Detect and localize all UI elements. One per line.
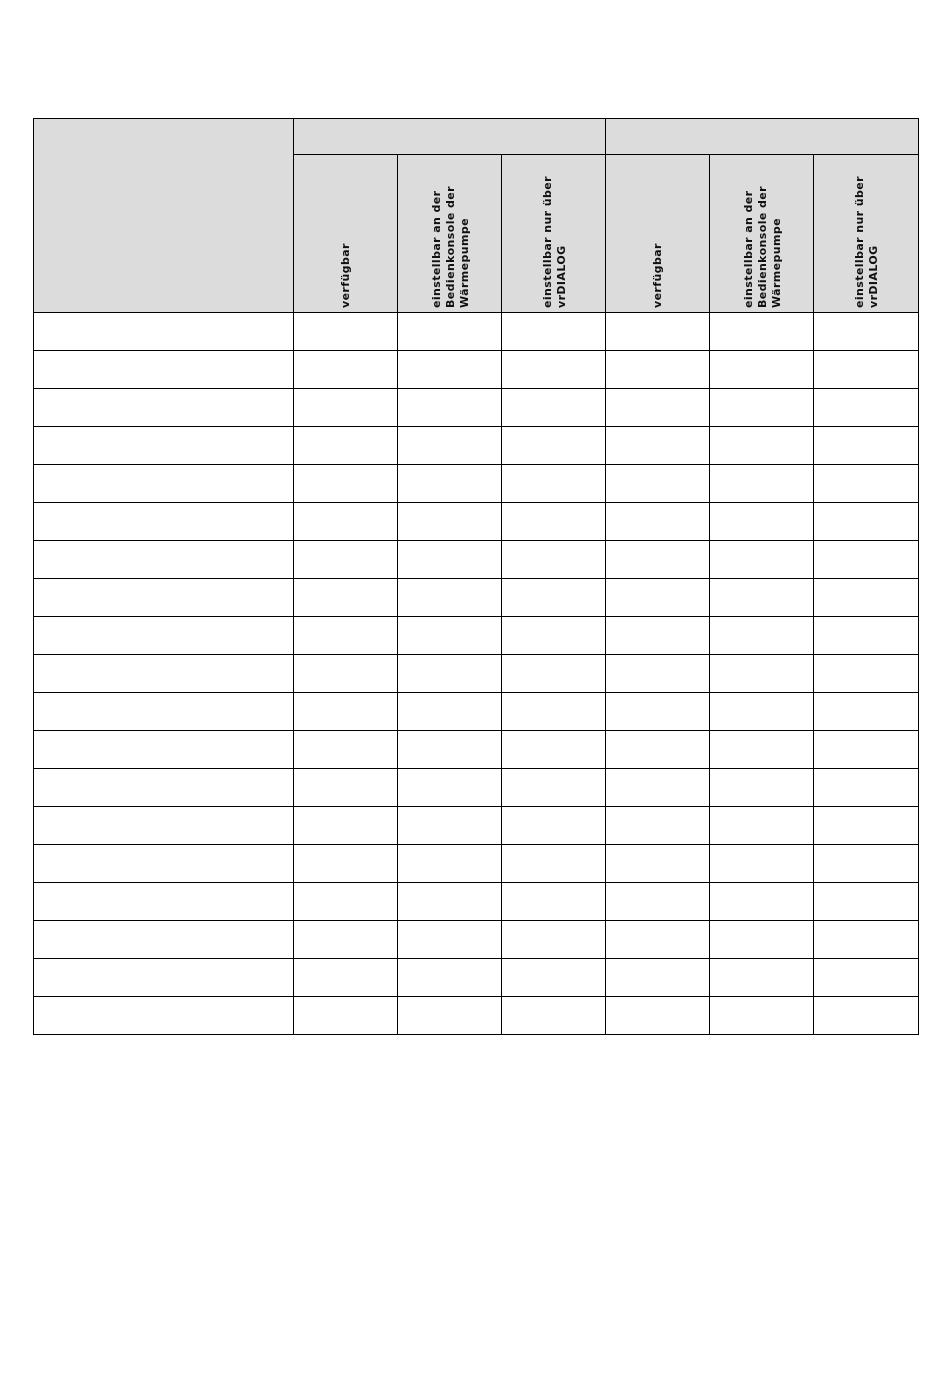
- table-cell: [398, 465, 502, 503]
- table-cell: [294, 731, 398, 769]
- table-row: [34, 541, 919, 579]
- table-cell: [294, 959, 398, 997]
- table-cell: [502, 503, 606, 541]
- table-cell: [814, 845, 919, 883]
- table-cell: [398, 807, 502, 845]
- table-cell: [606, 503, 710, 541]
- table-cell: [814, 655, 919, 693]
- table-cell: [398, 883, 502, 921]
- table-cell: [814, 503, 919, 541]
- table-row: [34, 427, 919, 465]
- table-row: [34, 503, 919, 541]
- table-cell: [814, 465, 919, 503]
- header-line: Wärmepumpe: [457, 217, 471, 308]
- table-cell: [294, 997, 398, 1035]
- table-cell: [710, 845, 814, 883]
- row-label-cell: [34, 845, 294, 883]
- table-cell: [710, 731, 814, 769]
- row-label-cell: [34, 313, 294, 351]
- column-header-vrdialog-1: [502, 155, 606, 313]
- table-cell: [398, 313, 502, 351]
- table-cell: [502, 655, 606, 693]
- settings-availability-table: [33, 118, 919, 1035]
- header-line: vrDIALOG: [554, 245, 568, 308]
- row-label-cell: [34, 465, 294, 503]
- table-cell: [398, 731, 502, 769]
- table-cell: [606, 769, 710, 807]
- table-cell: [502, 769, 606, 807]
- table-cell: [710, 921, 814, 959]
- table-cell: [606, 731, 710, 769]
- table-cell: [294, 465, 398, 503]
- row-label-cell: [34, 503, 294, 541]
- table-cell: [710, 997, 814, 1035]
- table-row: [34, 731, 919, 769]
- table-cell: [502, 921, 606, 959]
- header-line: einstellbar nur über: [853, 176, 867, 308]
- table-cell: [502, 883, 606, 921]
- table-cell: [502, 997, 606, 1035]
- table-cell: [814, 731, 919, 769]
- table-cell: [710, 579, 814, 617]
- table-cell: [502, 617, 606, 655]
- table-cell: [814, 769, 919, 807]
- row-label-cell: [34, 769, 294, 807]
- row-label-cell: [34, 617, 294, 655]
- table-cell: [606, 693, 710, 731]
- table-cell: [502, 959, 606, 997]
- table-cell: [398, 693, 502, 731]
- table-cell: [814, 693, 919, 731]
- table-cell: [398, 997, 502, 1035]
- header-line: einstellbar an der: [741, 190, 755, 308]
- table-cell: [814, 883, 919, 921]
- table-cell: [398, 351, 502, 389]
- table-row: [34, 389, 919, 427]
- table-cell: [606, 997, 710, 1035]
- table-cell: [606, 579, 710, 617]
- table-cell: [398, 655, 502, 693]
- table-cell: [710, 389, 814, 427]
- row-label-cell: [34, 541, 294, 579]
- table-cell: [294, 427, 398, 465]
- table-cell: [814, 921, 919, 959]
- table-cell: [294, 389, 398, 427]
- header-line: vrDIALOG: [867, 245, 881, 308]
- table-cell: [398, 541, 502, 579]
- table-cell: [814, 997, 919, 1035]
- table-cell: [814, 389, 919, 427]
- table-row: [34, 313, 919, 351]
- row-label-cell: [34, 693, 294, 731]
- table-cell: [710, 313, 814, 351]
- table-cell: [398, 959, 502, 997]
- table-cell: [710, 465, 814, 503]
- table-cell: [710, 503, 814, 541]
- table-row: [34, 579, 919, 617]
- group-header-1: [294, 119, 606, 155]
- table-cell: [814, 541, 919, 579]
- table-cell: [606, 921, 710, 959]
- table-cell: [502, 389, 606, 427]
- table-row: [34, 351, 919, 389]
- table-cell: [294, 655, 398, 693]
- column-header-vrdialog-2: [814, 155, 919, 313]
- table-cell: [502, 465, 606, 503]
- row-label-cell: [34, 997, 294, 1035]
- table-cell: [710, 617, 814, 655]
- table-cell: [294, 845, 398, 883]
- table-row: [34, 465, 919, 503]
- table-cell: [814, 351, 919, 389]
- table-cell: [606, 959, 710, 997]
- table-cell: [814, 579, 919, 617]
- table-cell: [398, 503, 502, 541]
- row-label-cell: [34, 579, 294, 617]
- table-cell: [710, 655, 814, 693]
- row-label-cell: [34, 655, 294, 693]
- table-cell: [710, 351, 814, 389]
- column-header-console-2: [710, 155, 814, 313]
- table-row: [34, 655, 919, 693]
- table-cell: [502, 541, 606, 579]
- table-cell: [606, 313, 710, 351]
- table-row: [34, 883, 919, 921]
- table-cell: [710, 807, 814, 845]
- table-cell: [710, 959, 814, 997]
- header-line: verfügbar: [650, 243, 664, 308]
- table-cell: [294, 693, 398, 731]
- table-body: [34, 313, 919, 1035]
- table-cell: [398, 769, 502, 807]
- header-line: Wärmepumpe: [769, 217, 783, 308]
- table-cell: [606, 465, 710, 503]
- table-row: [34, 617, 919, 655]
- table-cell: [294, 579, 398, 617]
- column-header-available-2: [606, 155, 710, 313]
- header-line: einstellbar an der: [429, 190, 443, 308]
- table-cell: [398, 427, 502, 465]
- table-cell: [606, 351, 710, 389]
- table-cell: [294, 807, 398, 845]
- row-label-cell: [34, 389, 294, 427]
- table-cell: [710, 769, 814, 807]
- table-row: [34, 845, 919, 883]
- table-cell: [294, 503, 398, 541]
- table-cell: [398, 389, 502, 427]
- table-cell: [502, 427, 606, 465]
- table-cell: [814, 807, 919, 845]
- table-cell: [710, 427, 814, 465]
- table-cell: [398, 921, 502, 959]
- table-cell: [710, 693, 814, 731]
- table-cell: [502, 351, 606, 389]
- table-cell: [814, 959, 919, 997]
- table-row: [34, 807, 919, 845]
- table-row: [34, 693, 919, 731]
- table-row: [34, 997, 919, 1035]
- table-cell: [502, 579, 606, 617]
- table-cell: [502, 731, 606, 769]
- column-header-console-1: [398, 155, 502, 313]
- table-cell: [502, 845, 606, 883]
- table-cell: [502, 807, 606, 845]
- table-cell: [294, 883, 398, 921]
- table-cell: [606, 541, 710, 579]
- table-cell: [398, 579, 502, 617]
- column-header-available-1: [294, 155, 398, 313]
- table-cell: [294, 769, 398, 807]
- row-label-header-cell: [34, 119, 294, 313]
- table-cell: [502, 313, 606, 351]
- row-label-cell: [34, 921, 294, 959]
- table-cell: [606, 655, 710, 693]
- row-label-cell: [34, 959, 294, 997]
- table-cell: [294, 313, 398, 351]
- table-cell: [710, 883, 814, 921]
- table-cell: [814, 313, 919, 351]
- table-cell: [710, 541, 814, 579]
- header-line: Bedienkonsole der: [443, 186, 457, 308]
- row-label-cell: [34, 351, 294, 389]
- row-label-cell: [34, 427, 294, 465]
- table-cell: [814, 427, 919, 465]
- table-cell: [606, 389, 710, 427]
- table-cell: [814, 617, 919, 655]
- header-line: verfügbar: [338, 243, 352, 308]
- table-cell: [606, 617, 710, 655]
- table-cell: [606, 883, 710, 921]
- table-cell: [294, 921, 398, 959]
- row-label-cell: [34, 807, 294, 845]
- table-cell: [294, 617, 398, 655]
- table-row: [34, 959, 919, 997]
- table-cell: [606, 807, 710, 845]
- table-cell: [294, 541, 398, 579]
- row-label-cell: [34, 731, 294, 769]
- table-cell: [606, 427, 710, 465]
- header-line: einstellbar nur über: [540, 176, 554, 308]
- table-cell: [398, 845, 502, 883]
- header-line: Bedienkonsole der: [755, 186, 769, 308]
- table-cell: [294, 351, 398, 389]
- row-label-cell: [34, 883, 294, 921]
- table-cell: [398, 617, 502, 655]
- table-cell: [502, 693, 606, 731]
- table-row: [34, 921, 919, 959]
- table-cell: [606, 845, 710, 883]
- table-row: [34, 769, 919, 807]
- group-header-2: [606, 119, 919, 155]
